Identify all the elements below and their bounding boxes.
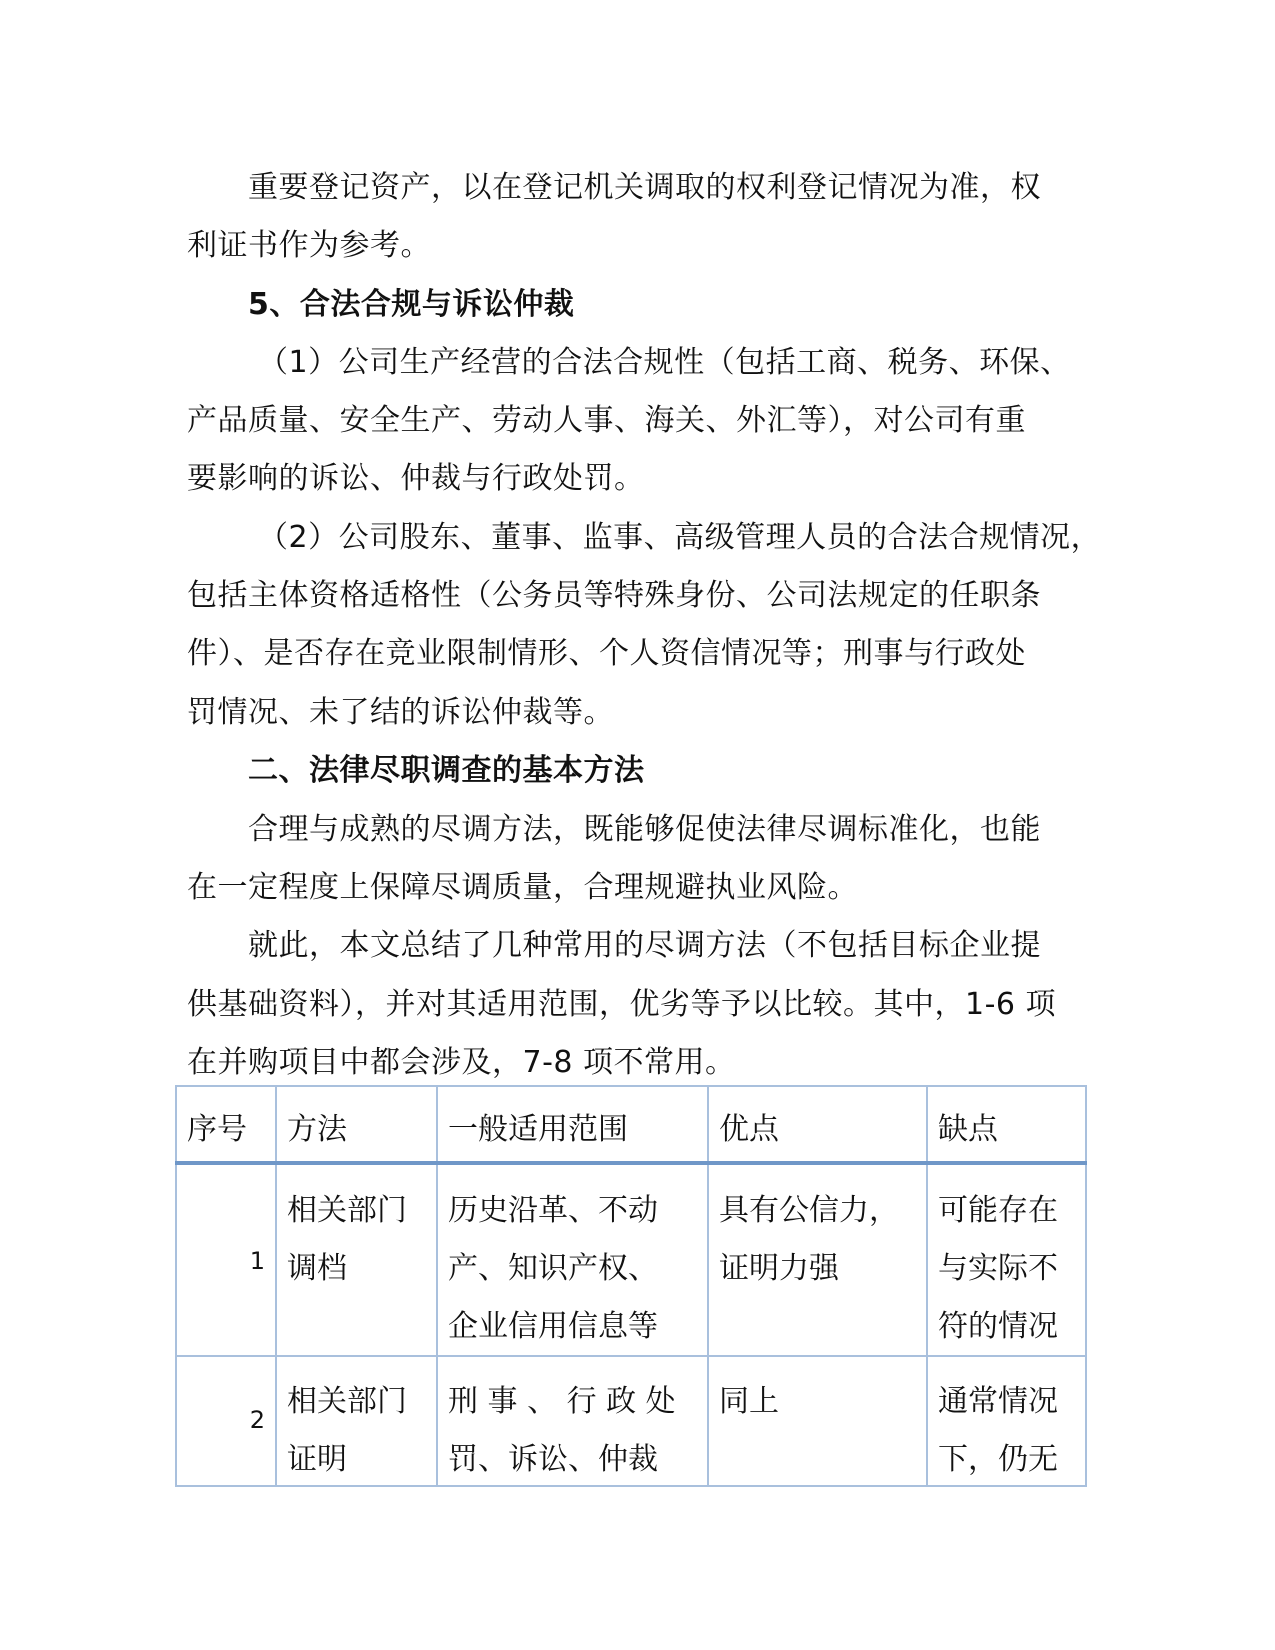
table-border — [707, 1085, 709, 1487]
table-header-cell: 方法 — [287, 1112, 347, 1147]
paragraph-line: 罚情况、未了结的诉讼仲裁等。 — [187, 695, 614, 730]
paragraph-line: 重要登记资产，以在登记机关调取的权利登记情况为准，权 — [248, 170, 1041, 205]
cell-line: 通常情况 — [938, 1384, 1058, 1419]
paragraph-line: 件）、是否存在竞业限制情形、个人资信情况等；刑事与行政处 — [187, 636, 1026, 671]
table-header-cell: 优点 — [719, 1112, 779, 1147]
table-border — [1085, 1085, 1087, 1487]
paragraph-line: 产品质量、安全生产、劳动人事、海关、外汇等），对公司有重 — [187, 403, 1026, 438]
cell-line: 证明 — [287, 1442, 347, 1477]
table-cell-method — [287, 1373, 407, 1489]
paragraph-line: 在并购项目中都会涉及，7-8 项不常用。 — [187, 1045, 736, 1080]
cell-line: 罚、诉讼、仲裁 — [448, 1442, 658, 1477]
cell-line: 产、知识产权、 — [448, 1251, 658, 1286]
paragraph-line: 合理与成熟的尽调方法，既能够促使法律尽调标准化，也能 — [248, 812, 1041, 847]
cell-line: 具有公信力， — [719, 1193, 899, 1228]
cell-line: 同上 — [719, 1384, 779, 1419]
table-header-cell: 一般适用范围 — [448, 1112, 628, 1147]
paragraph-line: （1）公司生产经营的合法合规性（包括工商、税务、环保、 — [258, 345, 1071, 380]
table-border — [275, 1085, 277, 1487]
table-border — [436, 1085, 438, 1487]
table-cell-scope — [448, 1182, 658, 1356]
table-border — [926, 1085, 928, 1487]
cell-line: 相关部门 — [287, 1384, 407, 1419]
cell-line: 相关部门 — [287, 1193, 407, 1228]
section-heading: 二、法律尽职调查的基本方法 — [248, 753, 645, 788]
table-cell-number: 1 — [249, 1247, 265, 1275]
table-cell-cons — [938, 1373, 1058, 1489]
cell-line: 历史沿革、不动 — [448, 1193, 658, 1228]
cell-line: 调档 — [287, 1251, 347, 1286]
paragraph-line: 包括主体资格适格性（公务员等特殊身份、公司法规定的任职条 — [187, 578, 1041, 613]
table-cell-method — [287, 1182, 407, 1298]
paragraph-line: （2）公司股东、董事、监事、高级管理人员的合法合规情况， — [258, 520, 1102, 555]
table-cell-pros — [719, 1373, 779, 1431]
cell-line: 证明力强 — [719, 1251, 839, 1286]
table-cell-cons — [938, 1182, 1058, 1356]
cell-line: 刑 事 、 行 政 处 — [448, 1384, 676, 1419]
cell-line: 企业信用信息等 — [448, 1309, 658, 1344]
paragraph-line: 就此，本文总结了几种常用的尽调方法（不包括目标企业提 — [248, 928, 1041, 963]
cell-line: 可能存在 — [938, 1193, 1058, 1228]
cell-line: 与实际不 — [938, 1251, 1058, 1286]
table-cell-scope — [448, 1373, 676, 1489]
table-header-cell: 缺点 — [938, 1112, 998, 1147]
cell-line: 符的情况 — [938, 1309, 1058, 1344]
table-header-rule — [175, 1161, 1087, 1165]
table-cell-pros — [719, 1182, 899, 1298]
section-heading: 5、合法合规与诉讼仲裁 — [248, 287, 575, 322]
cell-line: 下，仍无 — [938, 1442, 1058, 1477]
methods-table — [175, 1085, 1087, 1487]
table-cell-number: 2 — [249, 1406, 265, 1434]
paragraph-line: 要影响的诉讼、仲裁与行政处罚。 — [187, 461, 645, 496]
table-header-cell: 序号 — [187, 1112, 247, 1147]
paragraph-line: 在一定程度上保障尽调质量，合理规避执业风险。 — [187, 870, 858, 905]
table-border — [175, 1085, 1087, 1087]
paragraph-line: 利证书作为参考。 — [187, 228, 431, 263]
paragraph-line: 供基础资料），并对其适用范围，优劣等予以比较。其中，1-6 项 — [187, 987, 1057, 1022]
